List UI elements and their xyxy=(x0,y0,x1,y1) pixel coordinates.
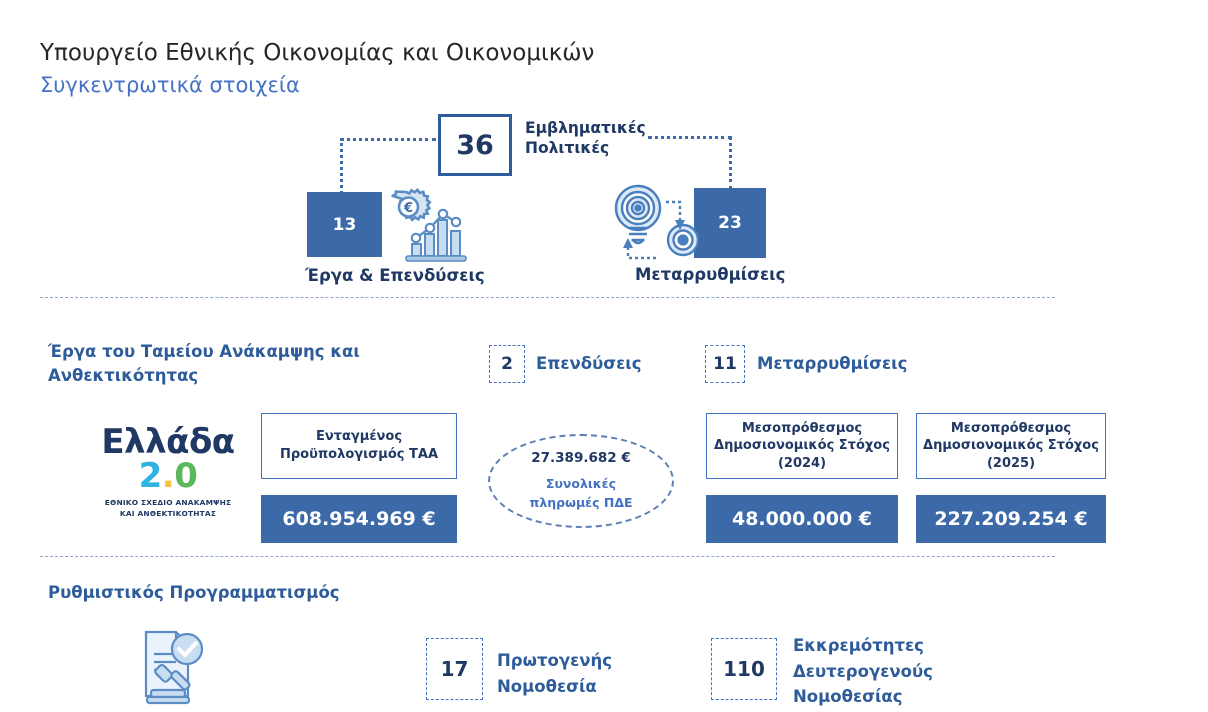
logo-subtitle-line1: ΕΘΝΙΚΟ ΣΧΕΔΙΟ ΑΝΑΚΑΜΨΗΣ xyxy=(104,498,232,507)
taa-budget-title-line1: Ενταγμένος xyxy=(315,429,403,445)
pde-payments-bubble xyxy=(488,434,674,528)
primary-legislation-line2: Νομοθεσία xyxy=(497,676,597,696)
investment-chart-icon xyxy=(382,186,480,264)
primary-legislation-count: 17 xyxy=(426,638,483,700)
flagship-total-box: 36 xyxy=(438,114,512,176)
regulatory-title: Ρυθμιστικός Προγραμματισμός xyxy=(48,583,340,602)
taa-budget-value: 608.954.969 € xyxy=(261,495,457,543)
recovery-fund-title-line2: Ανθεκτικότητας xyxy=(48,365,199,385)
connector-left-horizontal xyxy=(340,138,436,141)
secondary-legislation-line1: Εκκρεμότητες xyxy=(793,636,924,655)
logo-dot: . xyxy=(161,456,175,496)
flagship-reforms-label: Μεταρρυθμίσεις xyxy=(635,265,786,284)
fiscal-target-2024-line3: (2024) xyxy=(777,455,827,471)
logo-subtitle xyxy=(78,498,258,519)
legal-document-gavel-icon xyxy=(128,624,212,708)
fiscal-target-2025-title xyxy=(916,413,1106,479)
pde-payments-label-line2: πληρωμές ΠΔΕ xyxy=(529,494,633,510)
fiscal-target-2024-line1: Μεσοπρόθεσμος xyxy=(741,420,863,436)
secondary-legislation-line3: Νομοθεσίας xyxy=(793,687,903,707)
taa-budget-title-line2: Προϋπολογισμός ΤΑΑ xyxy=(279,447,439,462)
flagship-projects-count: 13 xyxy=(307,192,382,257)
logo-wordmark xyxy=(78,422,258,496)
section-divider-1 xyxy=(40,297,1055,298)
connector-right-horizontal xyxy=(648,136,732,139)
flagship-reforms-count: 23 xyxy=(694,188,766,258)
logo-two: 2 xyxy=(138,456,162,496)
secondary-legislation-line2: Δευτερογενούς xyxy=(793,661,933,681)
pde-payments-value: 27.389.682 € xyxy=(531,450,631,467)
recovery-reforms-count: 11 xyxy=(705,345,745,383)
fiscal-target-2025-line1: Μεσοπρόθεσμος xyxy=(950,420,1072,436)
recovery-investments-count: 2 xyxy=(489,345,525,383)
pde-payments-label xyxy=(529,475,632,511)
section-divider-2 xyxy=(40,556,1055,557)
logo-subtitle-line2: ΚΑΙ ΑΝΘΕΚΤΙΚΟΤΗΤΑΣ xyxy=(119,508,217,518)
recovery-fund-title xyxy=(48,340,388,388)
primary-legislation-label xyxy=(497,648,647,699)
page-subtitle: Συγκεντρωτικά στοιχεία xyxy=(40,73,300,97)
svg-text:€: € xyxy=(403,201,414,216)
logo-word: Ελλάδα xyxy=(101,422,235,462)
secondary-legislation-label xyxy=(793,633,973,710)
fiscal-target-2024-value: 48.000.000 € xyxy=(706,495,898,543)
connector-left-vertical xyxy=(340,138,343,194)
connector-right-vertical xyxy=(729,136,732,190)
recovery-investments-label: Επενδύσεις xyxy=(536,354,642,373)
fiscal-target-2025-line2: Δημοσιονομικός Στόχος xyxy=(923,438,1099,454)
taa-budget-card-title xyxy=(261,413,457,479)
flagship-total-label-line1: Εμβληματικές xyxy=(525,119,646,137)
recovery-reforms-label: Μεταρρυθμίσεις xyxy=(757,354,908,373)
fiscal-target-2025-value: 227.209.254 € xyxy=(916,495,1106,543)
flagship-total-label-line2: Πολιτικές xyxy=(525,139,610,158)
page-title: Υπουργείο Εθνικής Οικονομίας και Οικονομικών xyxy=(40,40,595,66)
fiscal-target-2025-line3: (2025) xyxy=(986,455,1036,471)
secondary-legislation-count: 110 xyxy=(711,638,777,700)
recovery-fund-title-line1: Έργα του Ταμείου Ανάκαμψης και xyxy=(48,342,360,361)
primary-legislation-line1: Πρωτογενής xyxy=(497,651,613,670)
greece-2-0-logo xyxy=(78,422,258,519)
fiscal-target-2024-title xyxy=(706,413,898,479)
logo-zero: 0 xyxy=(174,456,198,496)
lightbulb-gear-icon xyxy=(614,180,706,268)
pde-payments-label-line1: Συνολικές xyxy=(545,476,617,492)
flagship-projects-label: Έργα & Επενδύσεις xyxy=(305,266,485,285)
fiscal-target-2024-line2: Δημοσιονομικός Στόχος xyxy=(714,438,890,454)
flagship-total-label xyxy=(525,118,655,158)
